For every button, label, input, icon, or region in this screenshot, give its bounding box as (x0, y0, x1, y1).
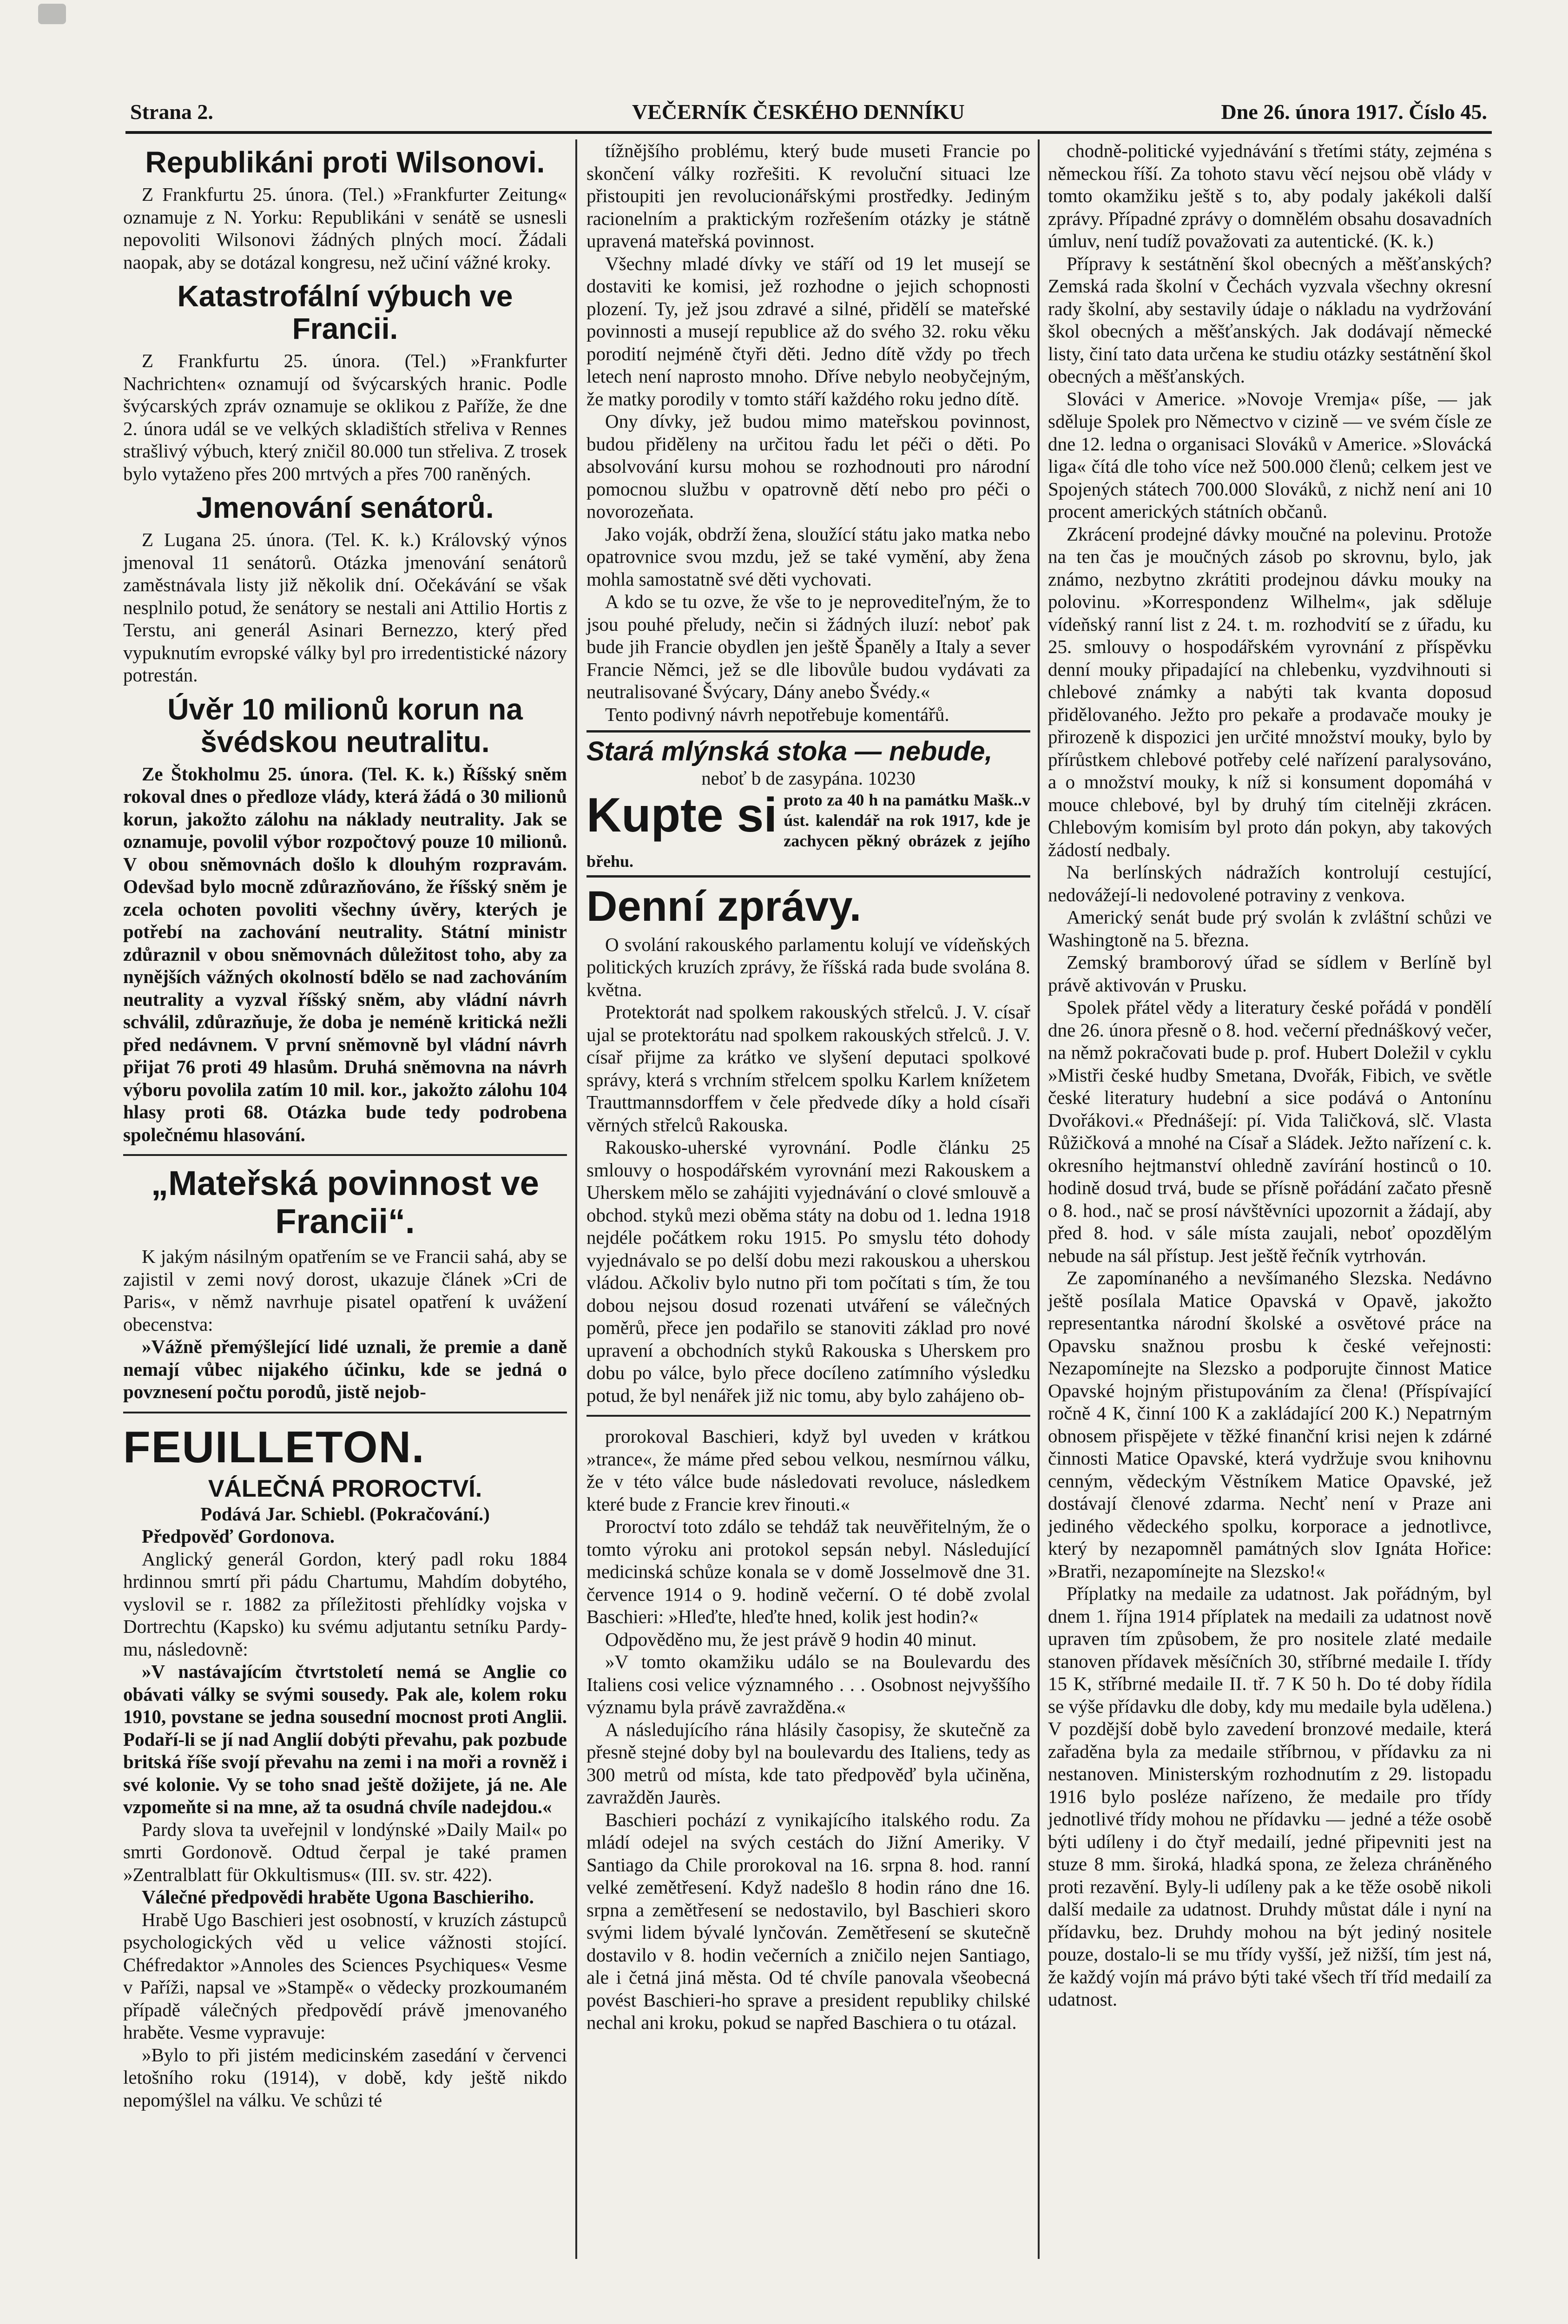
headline: Republikáni proti Wilsonovi. (145, 145, 545, 179)
news-item: Přípravy k sestátnění škol obecných a měšťanských? Zemská rada školní v Čechách vyzvala všechny okresní rady školní, aby sestavily údaje o nákladu na vydržování škol obecných a měšťanských. Jak dodávají německé listy, činí tato data určena ke studiu otázky sestátnění škol obecných a měšťanských. (1048, 252, 1492, 387)
news-item: O svolání rakouského parlamentu kolují ve vídeňských politických kruzích zprávy, že říšská rada bude svolána 8. května. (586, 933, 1030, 1000)
headline: Úvěr 10 milionů korun na švédskou neutralitu. (167, 692, 523, 759)
ad-kupte: Kupte si (586, 788, 777, 842)
headline: „Mateřská povinnost ve Francii“. (151, 1164, 539, 1241)
feuilleton-author: Podává Jar. Schiebl. (Pokračování.) (200, 1503, 490, 1525)
subheading: Předpověď Gordonova. (142, 1525, 335, 1547)
issue-date: Dne 26. února 1917. Číslo 45. (1221, 100, 1487, 124)
headline: Katastrofální výbuch ve Francii. (177, 279, 513, 345)
news-item: Ze zapomínaného a nevšímaného Slezska. Nedávno ještě posílala Matice Opavská v Opavě, jakožto representantka národní školské a osvětové práce na Opavsku snažnou prosbu k české veřejnosti: Nezapomínejte na Slezsko a podporujte činnost Matice Opavské hojným přistupováním za člena! (Příspívající ročně 4 K, činní 100 K a zakládající 200 K.) Nepatrným obnosem přispějete v těžké finanční krisi nejen k zdárné činnosti Matice Opavské, která vydržuje svou knihovnu cenným, vědeckým Věstníkem Matice Opavské, jež dostávají členové zdarma. Nechť není v Praze ani jediného vědeckého spolku, korporace a jednotlivce, který by nezapomněl památných slov Ignáta Hořice: »Bratři, nezapomínejte na Slezsko!« (1048, 1267, 1492, 1582)
divider (123, 1154, 567, 1156)
column-2 (586, 139, 1030, 2259)
page-header (130, 99, 1487, 127)
feuilleton-title: VÁLEČNÁ PROROCTVÍ. (208, 1475, 482, 1502)
masthead: VEČERNÍK ČESKÉHO DENNÍKU (632, 100, 965, 124)
scan-artifact (38, 4, 66, 24)
news-item: Spolek přátel vědy a literatury české pořádá v pondělí dne 26. února přesně o 8. hod. večerní přednáškový večer, na němž pokračovati bude p. prof. Hubert Doležil v cyklu »Mistři české hudby Smetana, Dvořák, Fibich, ve světle české literatury hudební a sice podává o Antonínu Dvořákovi.« Přednášejí: pí. Vida Taličková, slč. Vlasta Růžičková a mnohé na Císař a Sládek. Ježto nařízení c. k. okresního hejtmanství ohledně zavírání hostinců o 10. hodině dosud trvá, bude se přísně pořádání začato přesně o 8. hod., nač se prosí návštěvníci upozornit a žádají, aby před 8. hod. v sále místa zaujali, neboť opozdělým nebude na sál přístup. Jest ještě řečník vytrhován. (1048, 997, 1492, 1266)
page-number: Strana 2. (130, 100, 213, 124)
news-item: Zemský bramborový úřad se sídlem v Berlíně byl právě aktivován v Prusku. (1048, 951, 1492, 996)
news-item: Rakousko-uherské vyrovnání. Podle článku 25 smlouvy o hospodářském vyrovnání mezi Rakouskem a Uherskem mělo se zahájiti vyjednávání o clové smlouvě a obchod. styků mezi oběma státy na dobu od 1. ledna 1918 nejdéle počátkem roku 1915. Po smyslu této dohody vyjednávalo se po delší dobu mezi rakouskou a uherskou vládou. Ačkoliv bylo nutno při tom počítati s tím, že tou dobou nejsou dosud rozenati utváření se válečných poměrů, přece jen podařilo se stanoviti základ pro nové upravení a obchodních styků Rakouska s Uherskem pro dobu po válce, bylo přece docíleno zatímního výsledku potud, že byl nenářek již nic tomu, aby bylo zahájeno ob- (586, 1136, 1030, 1406)
advertisement (586, 730, 1030, 878)
article-text: »Vážně přemýšlející lidé uznali, že premie a daně nemají vůbec nijakého účinku, kde se jedná o povznesení počtu porodů, jistě nejob- (123, 1336, 567, 1402)
article-text: A kdo se tu ozve, že vše to je neprovediteľným, že to jsou pouhé přeludy, nečin si žádných iluzí: neboť pak bude jih Francie obydlen jen ještě Španěly a Italy a sever Francie Němci, jež se dle libovůle budou vydávati za neutralisované Švýcary, Dány anebo Švédy.« (586, 591, 1030, 702)
news-item: Na berlínských nádražích kontrolují cestující, nedovážejí-li nedovolené potraviny z venkova. (1048, 861, 1492, 905)
column-3 (1048, 139, 1492, 2259)
article-text: prorokoval Baschieri, když byl uveden v krátkou »trance«, že máme před sebou velkou, nesmírnou válku, že v této válce bude následovati revoluce, následkem které bude z Francie krev řinouti.« (586, 1426, 1030, 1515)
article-text: Ze Štokholmu 25. února. (Tel. K. k.) Říšský sněm rokoval dnes o předloze vlády, která žádá o 30 milionů korun, jakožto zálohu na náklady neutrality. Jak se oznamuje, povolil výbor rozpočtový pouze 10 milionů. V obou sněmovnách došlo k dlouhým rozpravám. Odevšad bylo mocně zdůrazňováno, že říšský sněm je zcela ochoten povoliti všechny úvěry, kterých je potřebí na zachování neutrality. Státní ministr zdůraznil v obou sněmovnách důležitost toho, aby za nynějších vážných okolností bdělo se nad zachováním neutrality a vyzval říšský sněm, aby vládní návrh schválil, zdůrazňuje, že doba je neméně kritická nežli před nedávnem. V první sněmovně byl vládní návrh přijat 76 proti 49 hlasům. Druhá sněmovna na návrh výboru povolila zatím 10 mil. kor., jakožto zálohu 104 hlasy proti 68. Otázka bude tedy podrobena společnému hlasování. (123, 763, 567, 1145)
article-text: Z Lugana 25. února. (Tel. K. k.) Královský výnos jmenoval 11 senátorů. Otázka jmenování senátorů zaměstnávala listy již několik dní. Očekávání se však nesplnilo potud, že senátory se nestali ani Attilio Hortis z Terstu, ani generál Asinari Bernezzo, který před vypuknutím evropské války byl pro irredentistické názory potrestán. (123, 529, 567, 686)
article-text: Hrabě Ugo Baschieri jest osobností, v kruzích zástupců psychologických věd u velice vážnosti stojící. Chéfredaktor »Annoles des Sciences Psychiques« Vesme v Paříži, napsal ve »Stampě« o vědecky prozkoumaném případě válečných předpovědí právě jmenovaného hraběte. Vesme vypravuje: (123, 1908, 567, 2043)
subheading: Válečné předpovědi hraběte Ugona Baschieriho. (142, 1886, 534, 1908)
article-text: Proroctví toto zdálo se tehdáž tak neuvěřitelným, že o tomto výroku ani protokol sepsán nebyl. Následující medicinská schůze konala se v domě Josselmově dne 31. července 1914 o 9. hodině večerní. O té době zvolal Baschieri: »Hleďte, hleďte hned, kolik jest hodin?« (586, 1516, 1030, 1627)
article-text: Anglický generál Gordon, který padl roku 1884 hrdinnou smrtí při pádu Chartumu, Mahdím dobytého, vyslovil se r. 1882 za příležitosti přehlídky vojska v Dortrechtu (Kapsko) ku svému adjutantu setníku Pardy-mu, následovně: (123, 1548, 567, 1660)
news-item: Slováci v Americe. »Novoje Vremja« píše, — jak sděluje Spolek pro Němectvo v cizině — ve svém čísle ze dne 12. ledna o organisaci Slováků v Americe. »Slovácká liga« čítá dle toho více než 500.000 členů; celkem jest ve Spojených státech 700.000 Slováků, z nichž není ani 10 procent amerických státních občanů. (1048, 388, 1492, 522)
divider (123, 1412, 567, 1413)
column-divider (1038, 139, 1040, 2259)
ad-title: Stará mlýnská stoka — nebude, (586, 736, 993, 766)
article-text: Odpověděno mu, že jest právě 9 hodin 40 minut. (605, 1628, 977, 1650)
divider (586, 1415, 1030, 1417)
article-text: Tento podivný návrh nepotřebuje komentářů. (605, 703, 949, 725)
article-text: tížnějšího problému, který bude museti Francie po skončení války rozřešiti. K revoluční situaci lze přistoupiti jen revolucionářskými prostředky. Jediným racionelním a praktickým rozřešením otázky je státně upravená mateřská povinnost. (586, 140, 1030, 251)
article-text: »Bylo to při jistém medicinském zasedání v červenci letošního roku (1914), v době, kdy ještě nikdo nepomýšlel na válku. Ve schůzi té (123, 2044, 567, 2111)
article-text: Baschieri pochází z vynikajícího italského rodu. Za mládí odejel na svých cestách do Jižní Ameriky. V Santiago da Chile prorokoval na 16. srpna 8. hod. ranní velké zemětřesení. Když nadešlo 8 hodin ráno dne 16. srpna a zemětřesení se nedostavilo, byl Baschieri skoro svými lidem bývalé lynčován. Zemětřesení se skutečně dostavilo v 8. hodin večerních a zničilo nejen Santiago, ale i četná jiná města. Od té chvíle panovala všeobecná povést Baschieri-ho sprave a president republiky chilské nechal ani kroku, pokud se napřed Baschiera o tu otázal. (586, 1809, 1030, 2033)
article-text: »V nastávajícím čtvrtstoletí nemá se Anglie co obávati války se svými sousedy. Pak ale, kolem roku 1910, povstane se jedna sousední mocnost proti Anglii. Podaří-li se jí nad Anglií dobýti převahu, pak pozbude britská říše svojí převahu na zemi i na moři a rovněž i své kolonie. Vy se toho snad ještě dožijete, já ne. Ale vzpomeňte si na mne, až ta osudná chvíle nadejdou.« (123, 1661, 567, 1817)
article-text: chodně-politické vyjednávání s třetími státy, zejména s německou říší. Za tohoto stavu věcí nejsou obě vlády v tomto okamžiku ještě s to, aby podaly jakékoli další zprávy. Případné zprávy o domnělém obsahu dosavadních úmluv, není tudíž považovati za autentické. (K. k.) (1048, 140, 1492, 251)
article-text: Ony dívky, jež budou mimo mateřskou povinnost, budou přiděleny na určitou řadu let péči o děti. Po absolvování kursu mohou se rozhodnouti pro národní pomocnou službu v opatrovně dětí nebo pro péči o novorozeňata. (586, 410, 1030, 522)
headline: Jmenování senátorů. (196, 491, 494, 524)
ad-text: proto za 40 h na památku Mašk..v úst. kalendář na rok 1917, kde je zachycen pěkný obrázek z jejího břehu. (586, 790, 1030, 871)
news-item: Americký senát bude prý svolán k zvláštní schůzi ve Washingtoně na 5. března. (1048, 906, 1492, 951)
news-item: Zkrácení prodejné dávky moučné na polevinu. Protože na ten čas je moučných zásob po skrovnu, bylo, jak známo, nezbytno zkrátiti prodejnou dávku mouky na polovinu. »Korrespondenz Wilhelm«, jak sděluje vídeňský ranní list z 24. t. m. rozhodvití se z úřadu, ku 25. smlouvy o hospodářském vyrovnání z příspěvku denní mouky připadající na chlebenku, vyzdvihnouti si chlebové známky a nabýti tak kvanta doposud přidělovaného. Ježto pro pekaře a prodavače mouky je přirozeně k dispozici jen určité množství mouky, bylo by přírůstkem chlebové potřeby celé nařízení paralysováno, a o množství mouky, k níž si konsument dopomáhá v mouce chlebové, byl by druhý tím citelněji zkrácen. Chlebovým komisím byl proto dán pokyn, aby takových žádostí nedbaly. (1048, 523, 1492, 860)
article-text: K jakým násilným opatřením se ve Francii sahá, aby se zajistil v zemi nový dorost, ukazuje článek »Cri de Paris«, v němž navrhuje pisatel opatření k uvážení obecenstva: (123, 1246, 567, 1335)
article-text: »V tomto okamžiku událo se na Boulevardu des Italiens cosi velice významného . . . Osobnost nejvyššího významu byla právě zavražděna.« (586, 1651, 1030, 1717)
ad-line: neboť b de zasypána. 10230 (701, 767, 916, 789)
news-item: Protektorát nad spolkem rakouských střelců. J. V. císař ujal se protektorátu nad spolkem rakouských střelců. J. V. císař přijme za krátko ve slyšení deputaci spolkové správy, která s vrchním střelcem spolku Karlem knížetem Trauttmannsdorffem v čele předvede díky a hold císaři věrných střelců Rakouska. (586, 1001, 1030, 1136)
news-item: Příplatky na medaile za udatnost. Jak pořádným, byl dnem 1. října 1914 příplatek na medaili za udatnost nově upraven tím způsobem, že pro nositele zlaté medaile stanoven přídavek měsíčních 30, stříbrné medaile I. třídy 15 K, stříbrné medaile II. tř. 7 K 50 h. Do té doby řídila se výše přídavku dle doby, kdy mu medaile byla udělena.) V pozdější době bylo zavedení bronzové medaile, která zařaděna byla za medaile stříbrnou, v přídavku za ni nestanoven. Ministerským rozhodnutím z 29. listopadu 1916 bylo posléze nařízeno, že medaile pro třídy jednotlivé třídy mohou ne přídavku — jedné a téže osobě býti udíleny i do čtyř medailí, jedné připevniti jest na stuze 8 mm. široká, hladká spona, ze železa chráněného proti rezavění. Byly-li udíleny pak a ke těže osobě nikoli další medaile za udatnost. Druhdy můstat dále i nyní na přídavku, bez. Druhdy mohou na být jediný nositele pouze, dostalo-li se mu třídy vyšší, jež nižší, tím jest ná, že každý vojín má právo býti také všech tří tříd medailí za udatnost. (1048, 1583, 1492, 2010)
article-text: Z Frankfurtu 25. února. (Tel.) »Frankfurter Nachrichten« oznamují od švýcarských hranic. Podle švýcarských zpráv oznamuje se oklikou z Paříže, že dne 2. února udál se ve velkých skladištích střeliva v Rennes strašlivý výbuch, který zničil 80.000 tun střeliva. Z trosek bylo vytaženo přes 200 mrtvých a přes 700 raněných. (123, 350, 567, 484)
article-text: Pardy slova ta uveřejnil v londýnské »Daily Mail« po smrti Gordonově. Odtud čerpal je také pramen »Zentralblatt für Okkultismus« (III. sv. str. 422). (123, 1818, 567, 1885)
article-text: Jako voják, obdrží žena, sloužící státu jako matka nebo opatrovnice svou mzdu, jež se také vymění, aby žena mohla samostatně své děti vychovati. (586, 523, 1030, 590)
section-heading: Denní zprávy. (586, 882, 862, 930)
feuilleton-heading: FEUILLETON. (123, 1422, 425, 1472)
header-rule (125, 131, 1492, 134)
column-divider (575, 139, 577, 2259)
column-1 (123, 139, 567, 2259)
article-text: Všechny mladé dívky ve stáří od 19 let musejí se dostaviti ke komisi, jež rozhodne o jejich schopnosti plození. Ty, jež jsou zdravé a silné, přidělí se mateřské povinnosti a musejí republice až do svého 32. roku věku porodití nejméně čtyři děti. Jedno dítě vždy po třech letech není naprosto mnoho. Dříve nebylo neobyčejným, že matky porodily v tomto stáří každého roku jedno dítě. (586, 252, 1030, 409)
article-text: Z Frankfurtu 25. února. (Tel.) »Frankfurter Zeitung« oznamuje z N. Yorku: Republikáni v senátě se usnesli nepovoliti Wilsonovi žádných plných mocí. Žádali naopak, aby se dotázal kongresu, než učiní vážné kroky. (123, 184, 567, 273)
article-text: A následujícího rána hlásily časopisy, že skutečně za přesně stejné doby byl na boulevardu des Italiens, tedy as 300 metrů od místa, kde tato předpověď byla učiněna, zavražděn Jaurès. (586, 1718, 1030, 1808)
